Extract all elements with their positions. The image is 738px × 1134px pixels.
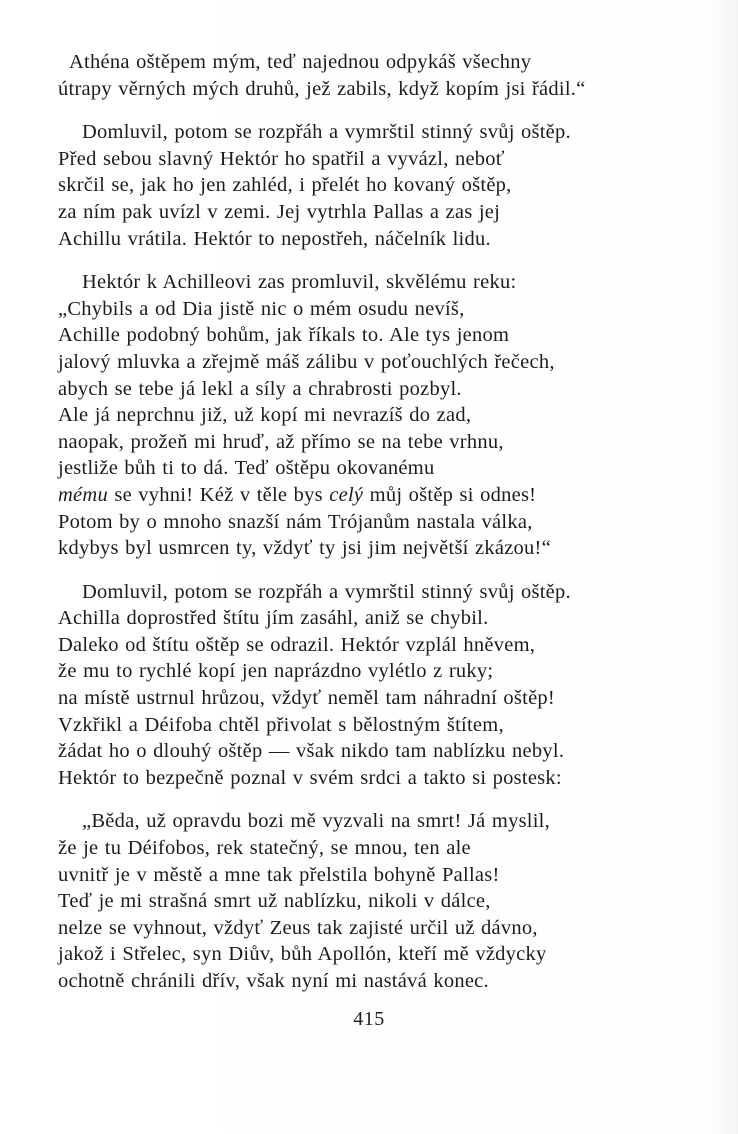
stanza [58, 119, 674, 252]
verse-line: Athéna oštěpem mým, teď najednou odpykáš všechny [69, 51, 532, 73]
verse-line: Potom by o mnoho snazší nám Trójanům nastala válka, [58, 510, 533, 533]
verse-line: že mu to rychlé kopí jen naprázdno vylétlo z ruky; [58, 660, 494, 683]
verse-line: za ním pak uvízl v zemi. Jej vytrhla Pallas a zas jej [58, 200, 501, 223]
verse-line: jakož i Střelec, syn Diův, bůh Apollón, kteří mě vždycky [58, 943, 547, 966]
verse-line: Ale já neprchnu již, už kopí mi nevrazíš do zad, [58, 404, 472, 427]
verse-line: „Běda, už opravdu bozi mě vyzvali na smrt! Já myslil, [82, 810, 551, 833]
verse-line: Vzkřikl a Déifoba chtěl přivolat s bělostným štítem, [58, 713, 504, 736]
verse-line: Hektór k Achilleovi zas promluvil, skvělému reku: [82, 271, 517, 294]
verse-line: jalový mluvka a zřejmě máš zálibu v poťouchlých řečech, [58, 350, 555, 373]
poem-text [58, 49, 674, 1012]
verse-line: Achillu vrátila. Hektór to nepostřeh, náčelník lidu. [58, 227, 491, 250]
verse-line: naopak, prožeň mi hruď, až přímo se na tebe vrhnu, [58, 430, 504, 453]
verse-line: Před sebou slavný Hektór ho spatřil a vyvázl, neboť [58, 147, 505, 170]
page-number: 415 [353, 1008, 385, 1030]
stanza [58, 808, 674, 994]
verse-line: ochotně chránili dřív, však nyní mi nastává konec. [58, 970, 489, 992]
verse-line: uvnitř je v městě a mne tak přelstila bohyně Pallas! [58, 863, 500, 886]
verse-line: Achilla doprostřed štítu jím zasáhl, aniž se chybil. [58, 607, 489, 630]
stanza [58, 49, 674, 102]
verse-line: nelze se vyhnout, vždyť Zeus tak zajisté určil už dávno, [58, 916, 538, 939]
verse-line: Domluvil, potom se rozpřáh a vymrštil stinný svůj oštěp. [82, 121, 571, 144]
verse-line: Teď je mi strašná smrt už nablízku, nikoli v dálce, [58, 890, 491, 913]
stanza [58, 579, 674, 792]
verse-line: Achille podobný bohům, jak říkals to. Ale tys jenom [58, 324, 510, 347]
verse-line: žádat ho o dlouhý oštěp — však nikdo tam nablízku nebyl. [58, 740, 565, 763]
stanza [58, 269, 674, 562]
verse-line: abych se tebe já lekl a síly a chrabrosti pozbyl. [58, 377, 462, 400]
verse-line: jestliže bůh ti to dá. Teď oštěpu okovanému [58, 457, 435, 480]
verse-line: na místě ustrnul hrůzou, vždyť neměl tam náhradní oštěp! [58, 687, 556, 710]
verse-line: že je tu Déifobos, rek statečný, se mnou, ten ale [58, 837, 471, 860]
verse-line: kdybys byl usmrcen ty, vždyť ty jsi jim největší zkázou!“ [58, 537, 551, 560]
verse-line: Domluvil, potom se rozpřáh a vymrštil stinný svůj oštěp. [82, 580, 571, 603]
verse-line: útrapy věrných mých druhů, jež zabils, když kopím jsi řádil.“ [58, 77, 586, 100]
verse-line: skrčil se, jak ho jen zahléd, i přelét ho kovaný oštěp, [58, 174, 512, 197]
verse-line: Hektór to bezpečně poznal v svém srdci a takto si postesk: [58, 766, 562, 789]
verse-line: Daleko od štítu oštěp se odrazil. Hektór vzplál hněvem, [58, 633, 536, 656]
verse-line: „Chybils a od Dia jistě nic o mém osudu nevíš, [58, 297, 465, 320]
verse-line: mému se vyhni! Kéž v těle bys celý můj oštěp si odnes! [58, 483, 537, 506]
